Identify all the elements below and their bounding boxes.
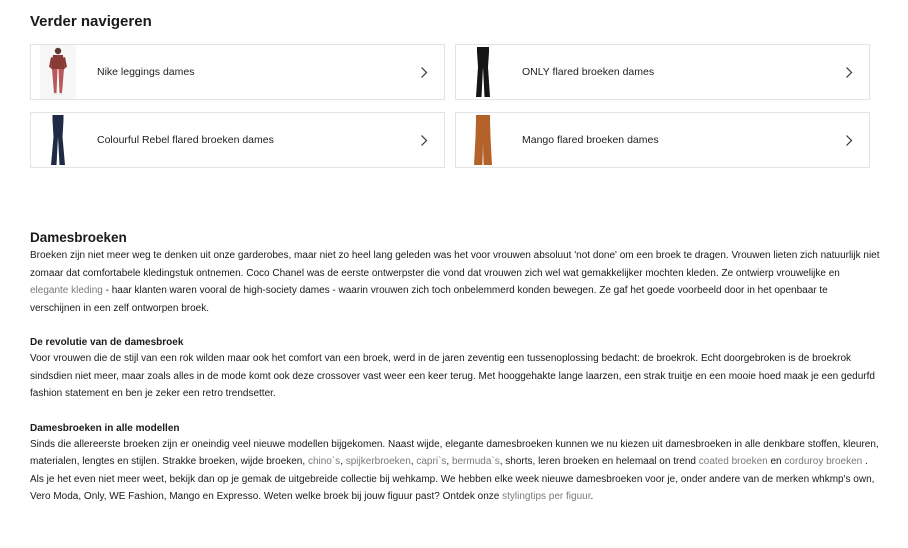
link-capris[interactable]: capri`s	[416, 456, 447, 467]
nav-card-label: Mango flared broeken dames	[522, 134, 659, 146]
leggings-model-image	[43, 45, 73, 99]
section-alle-modellen	[30, 423, 880, 506]
product-thumbnail	[40, 45, 76, 99]
black-flared-pants-image	[468, 45, 498, 99]
nav-card-label: ONLY flared broeken dames	[522, 66, 655, 78]
link-corduroy-broeken[interactable]: corduroy broeken	[784, 456, 863, 467]
rust-flared-pants-image	[468, 113, 498, 167]
link-coated-broeken[interactable]: coated broeken	[698, 456, 768, 467]
link-elegante-kleding[interactable]: elegante kleding	[30, 285, 103, 296]
product-thumbnail	[40, 113, 76, 167]
product-thumbnail	[465, 113, 501, 167]
section-paragraph	[30, 350, 880, 403]
paragraph-text: , shorts, leren broeken en helemaal on trend	[499, 456, 699, 467]
nav-card-colourful-rebel-flared[interactable]	[30, 112, 445, 168]
link-stylingtips[interactable]: stylingtips per figuur	[502, 491, 591, 502]
paragraph-text: Sinds die allereerste broeken zijn er oneindig veel nieuwe modellen bijgekomen. Naast wijde, elegante damesbroeken kunnen we nu kiezen uit damesbroeken in alle denkbare stoffen, kleuren, materialen, lengtes en stijlen. Strakke broeken, wijde broeken,	[30, 438, 879, 467]
paragraph-text: - haar klanten waren vooral de high-society dames - waarin vrouwen zich toch onbelemmerd konden bewegen. Ze gaf het goede voorbeeld door in het openbaar te verschijnen in een zelf ontworpen broek.	[30, 285, 828, 314]
nav-card-label: Nike leggings dames	[97, 66, 195, 78]
nav-card-mango-flared[interactable]	[455, 112, 870, 168]
nav-title: Verder navigeren	[30, 13, 152, 30]
paragraph-text: en	[767, 456, 785, 467]
paragraph-text: .	[590, 491, 594, 502]
paragraph-text: Broeken zijn niet meer weg te denken uit onze garderobes, maar niet zo heel lang geleden was het voor vrouwen absoluut 'not done' om een broek te dragen. Vrouwen lieten zich natuurlijk niet zomaar dat comfortabele kledingstuk ontnemen. Coco Chanel was de eerste ontwerpster die vond dat vrouwen zich wel wat gemakkelijker mochten kleden. Ze ontwierp vrouwelijke en	[30, 250, 880, 279]
nav-card-only-flared[interactable]	[455, 44, 870, 100]
navy-flared-pants-image	[43, 113, 73, 167]
link-chinos[interactable]: chino`s	[307, 456, 341, 467]
paragraph-text: ,	[340, 456, 346, 467]
paragraph-text: Voor vrouwen die de stijl van een rok wilden maar ook het comfort van een broek, werd in de jaren zeventig een tussenoplossing bedacht: de broekrok. Echt doorgebroken is de broekrok sindsdien niet meer, maar zoals alles in de mode komt ook deze crossover vast weer een keer terug. Met hooggehakte lange laarzen, een strak truitje en een mooie hoed maak je een gedurfd fashion statement en ben je zeker een retro trendsetter.	[30, 353, 875, 399]
section-revolutie	[30, 337, 880, 403]
paragraph-text: ,	[446, 456, 452, 467]
nav-card-label: Colourful Rebel flared broeken dames	[97, 134, 274, 146]
chevron-right-icon	[845, 134, 855, 147]
section-paragraph	[30, 436, 880, 506]
chevron-right-icon	[845, 66, 855, 79]
seo-content	[30, 230, 880, 506]
nav-card-nike-leggings[interactable]	[30, 44, 445, 100]
section-paragraph	[30, 247, 880, 317]
chevron-right-icon	[420, 66, 430, 79]
section-heading: Damesbroeken	[30, 230, 127, 245]
link-spijkerbroeken[interactable]: spijkerbroeken	[345, 456, 411, 467]
section-heading: De revolutie van de damesbroek	[30, 337, 184, 348]
paragraph-text: ,	[410, 456, 417, 467]
chevron-right-icon	[420, 134, 430, 147]
section-heading: Damesbroeken in alle modellen	[30, 422, 180, 434]
product-thumbnail	[465, 45, 501, 99]
section-damesbroeken	[30, 230, 880, 317]
paragraph-text: . Als je het even niet meer weet, bekijk dan op je gemak de uitgebreide collectie bij wehkamp. We hebben elke week nieuwe damesbroeken voor je, onder andere van de merken whkmp's own, Vero Moda, Only, WE Fashion, Mango en Expresso. Weten welke broek bij jouw figuur past? Ontdek onze	[30, 456, 875, 502]
link-bermudas[interactable]: bermuda`s	[451, 456, 500, 467]
